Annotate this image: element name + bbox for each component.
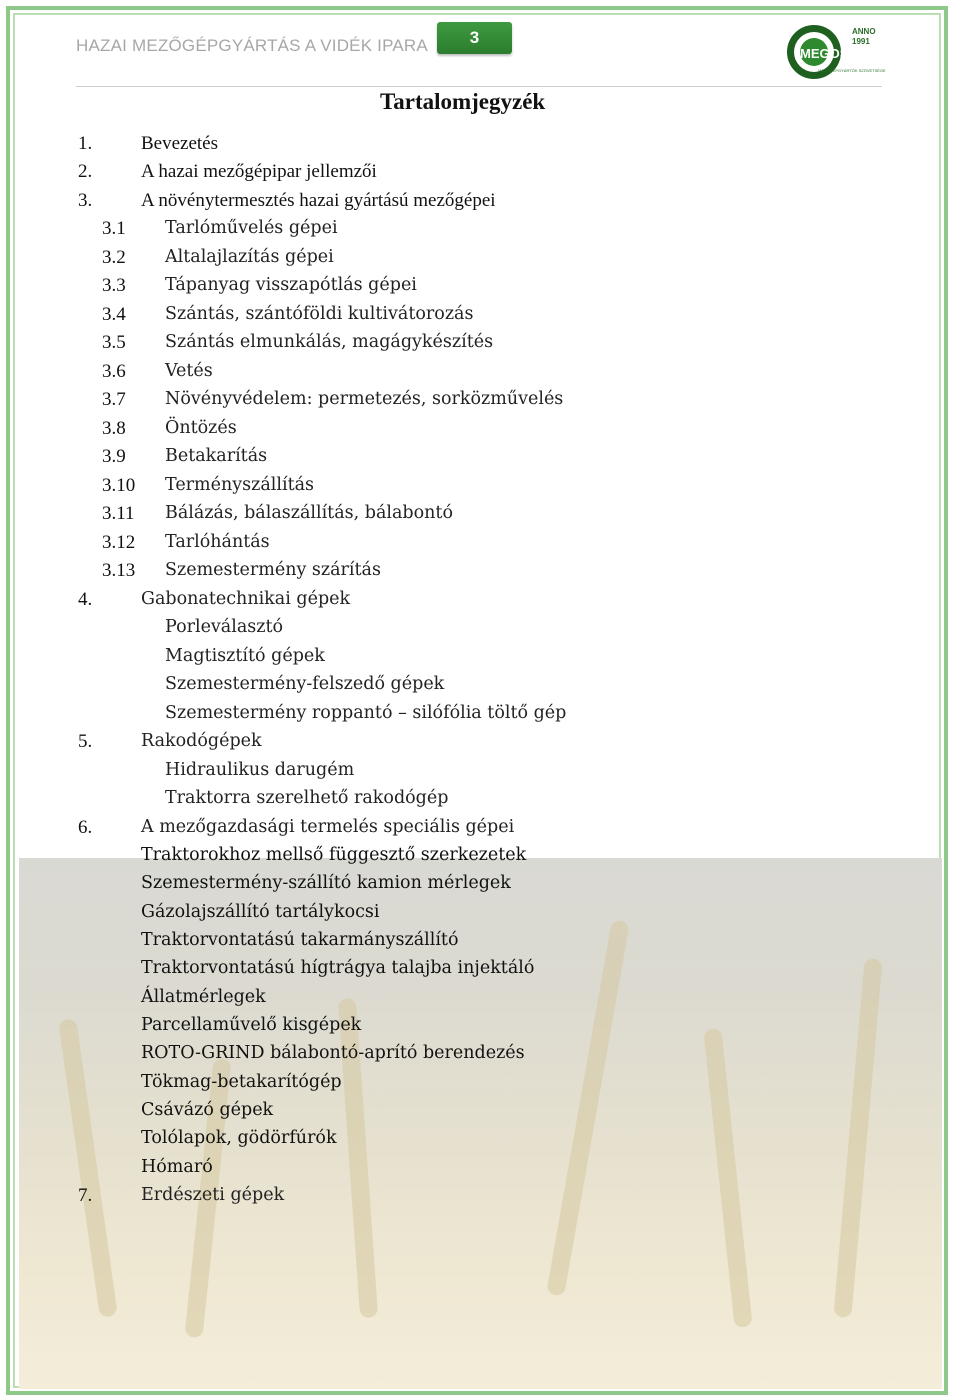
logo-year: 1991 xyxy=(852,37,870,46)
logo-subtitle: MEZŐGÉPGYÁRTÓK SZÖVETSÉGE xyxy=(818,68,886,73)
page-number-tab: 3 xyxy=(437,22,512,54)
running-header-title: HAZAI MEZŐGÉPGYÁRTÁS A VIDÉK IPARA xyxy=(76,36,428,55)
logo-anno: ANNO xyxy=(852,27,876,36)
megosz-logo xyxy=(782,20,892,84)
logo-wordmark: MEGOSZ xyxy=(800,46,857,61)
header-divider xyxy=(76,86,882,87)
toc-title: Tartalomjegyzék xyxy=(380,89,546,114)
